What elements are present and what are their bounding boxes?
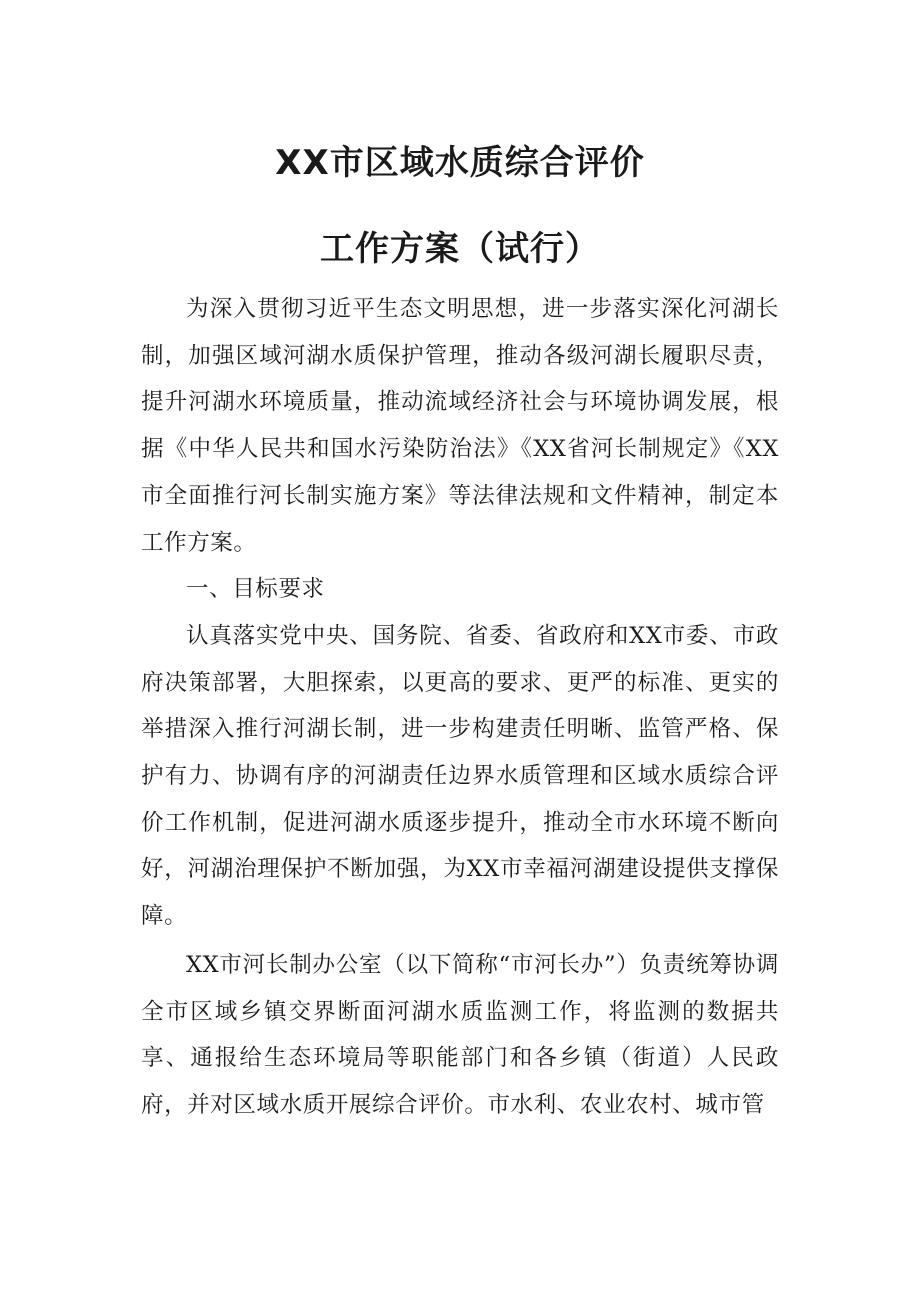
paragraph-intro: 为深入贯彻习近平生态文明思想，进一步落实深化河湖长制，加强区域河湖水质保护管理，推动各级河湖长履职尽责，提升河湖水环境质量，推动流域经济社会与环境协调发展，根据《中华人民共和国水污染防治法》《XX省河长制规定》《XX市全面推行河长制实施方案》等法律法规和文件精神，制定本工作方案。	[141, 296, 779, 556]
document-title-line2: 工作方案（试行）	[320, 229, 600, 269]
document-title-line1: XX市区域水质综合评价	[275, 143, 645, 183]
paragraph-responsibility: XX市河长制办公室（以下简称“市河长办”）负责统筹协调全市区域乡镇交界断面河湖水质监测工作，将监测的数据共享、通报给生态环境局等职能部门和各乡镇（街道）人民政府，并对区域水质开展综合评价。市水利、农业农村、城市管	[141, 951, 779, 1118]
section-heading-goals: 一、目标要求	[186, 576, 325, 603]
document-body	[141, 286, 779, 1129]
paragraph-goals: 认真落实党中央、国务院、省委、省政府和XX市委、市政府决策部署，大胆探索，以更高的要求、更严的标准、更实的举措深入推行河湖长制，进一步构建责任明晰、监管严格、保护有力、协调有序的河湖责任边界水质管理和区域水质综合评价工作机制，促进河湖水质逐步提升，推动全市水环境不断向好，河湖治理保护不断加强，为XX市幸福河湖建设提供支撑保障。	[141, 622, 779, 930]
